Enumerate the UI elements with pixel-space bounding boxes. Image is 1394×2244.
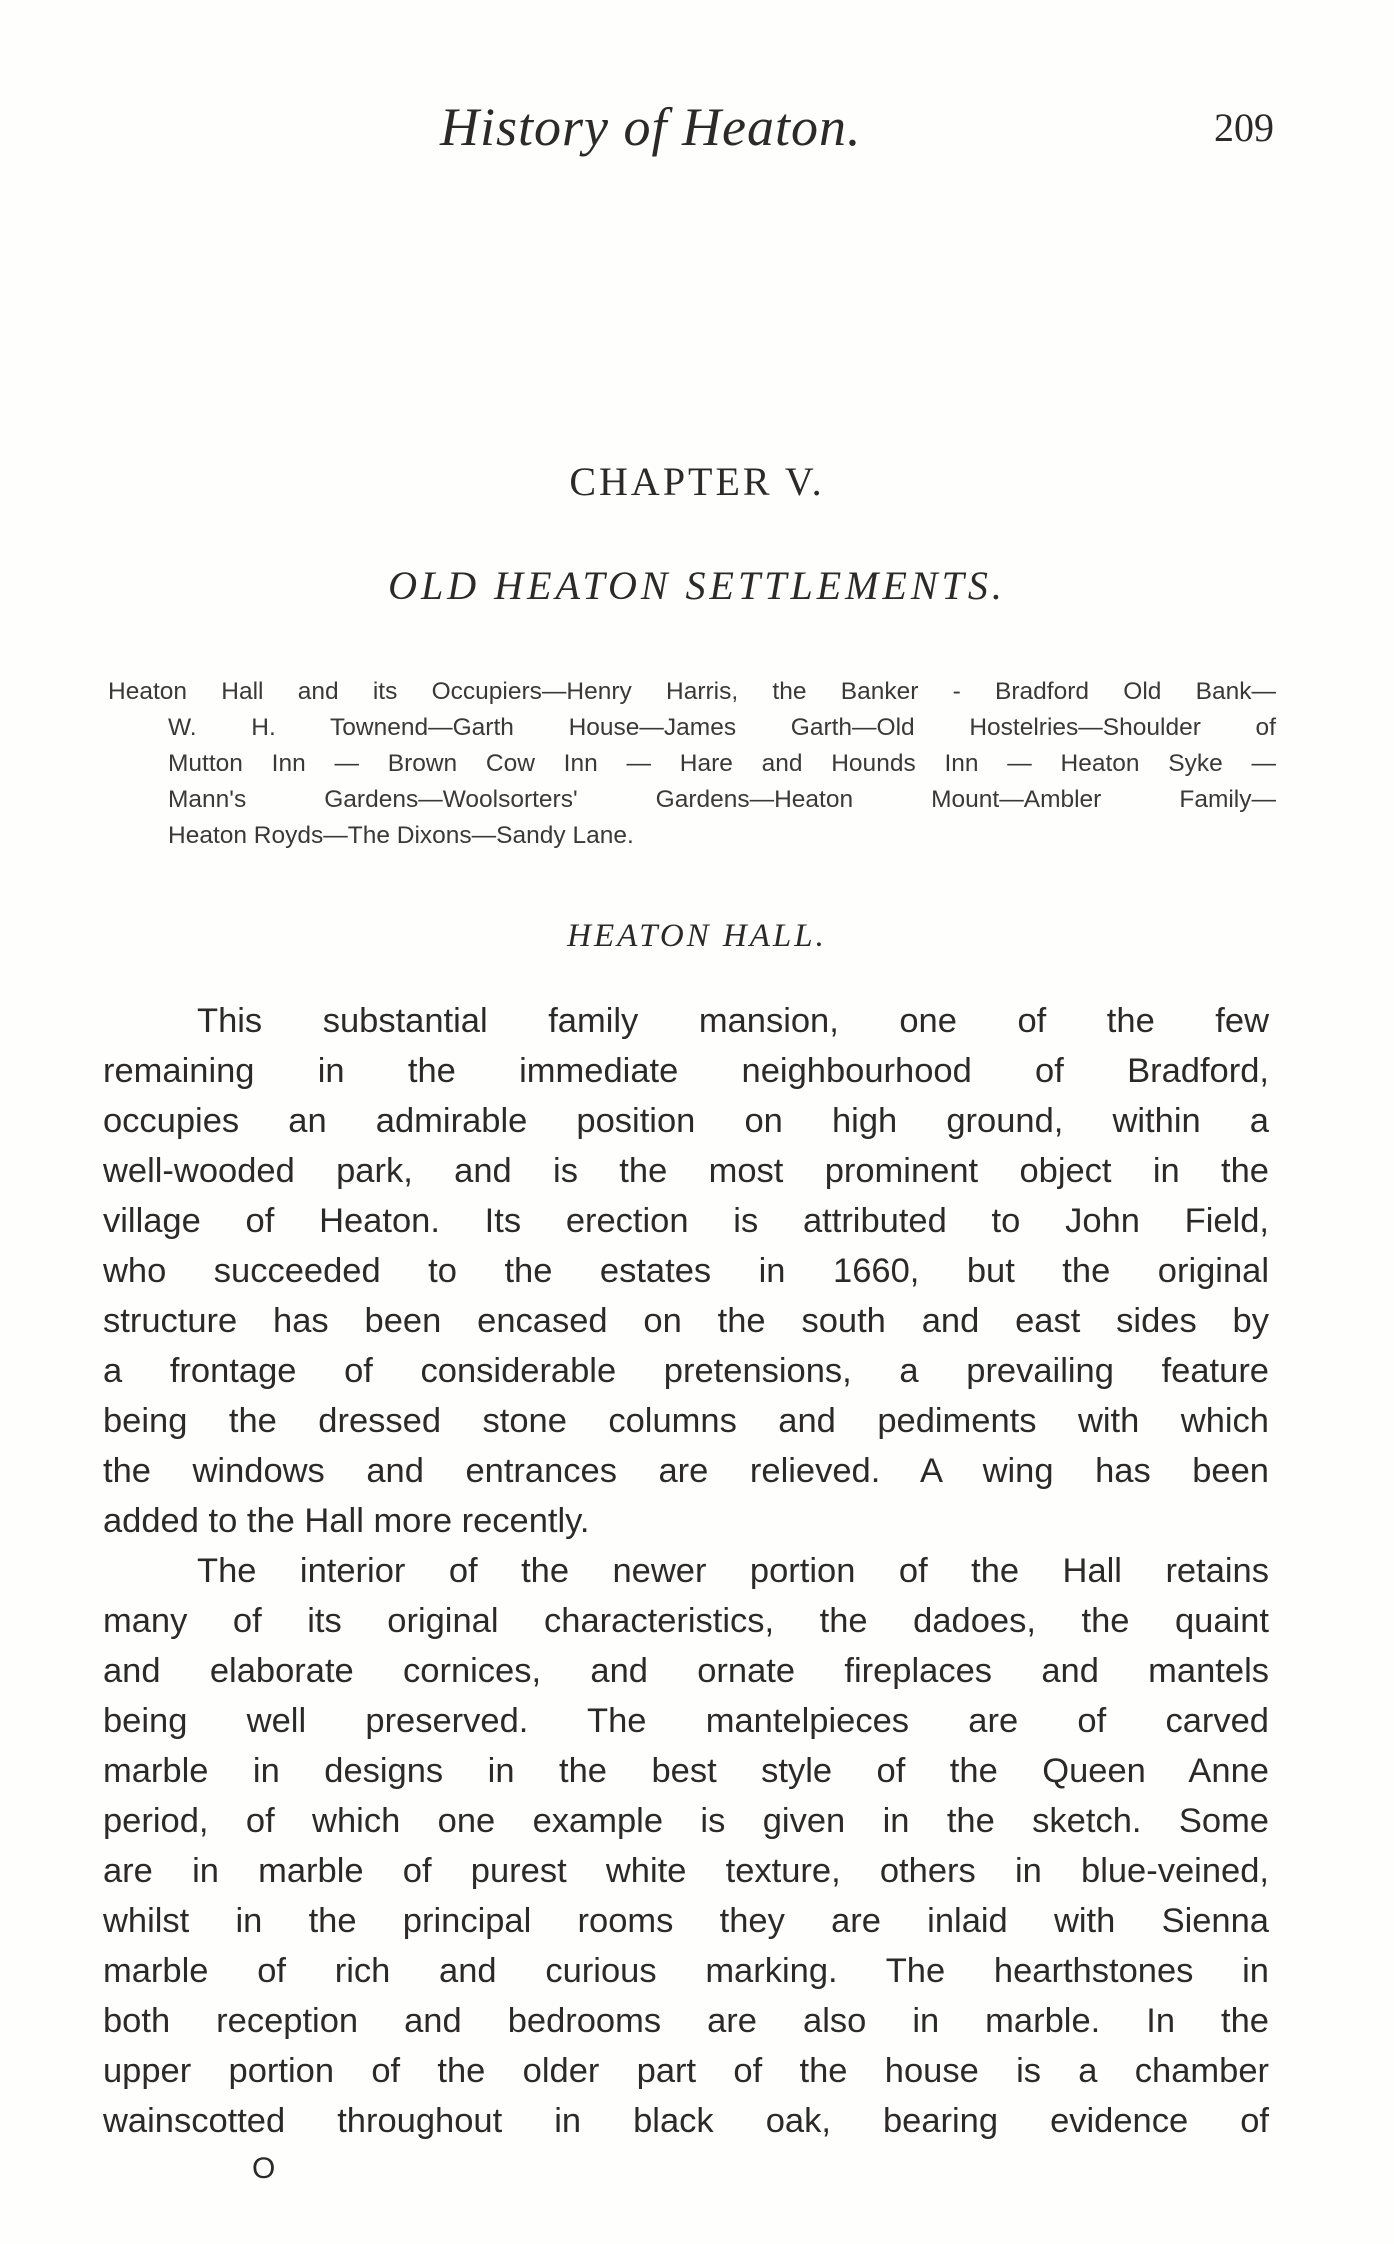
page-number: 209 — [1214, 105, 1274, 150]
body-line: village of Heaton. Its erection is attributed to John Field, — [103, 1202, 1269, 1240]
synopsis-line: Heaton Hall and its Occupiers—Henry Harris, the Banker - Bradford Old Bank— — [108, 678, 1276, 705]
body-line: being well preserved. The mantelpieces are of carved — [103, 1702, 1269, 1740]
synopsis-line: Mutton Inn — Brown Cow Inn — Hare and Hounds Inn — Heaton Syke — — [168, 750, 1276, 777]
body-text — [103, 996, 1269, 2146]
body-line: marble in designs in the best style of the Queen Anne — [103, 1752, 1269, 1790]
body-line: marble of rich and curious marking. The hearthstones in — [103, 1952, 1269, 1990]
body-line: whilst in the principal rooms they are inlaid with Sienna — [103, 1902, 1269, 1940]
synopsis-line: Heaton Royds—The Dixons—Sandy Lane. — [168, 822, 634, 849]
body-line: are in marble of purest white texture, others in blue-veined, — [103, 1852, 1269, 1890]
body-line: This substantial family mansion, one of the few — [197, 1002, 1269, 1040]
running-head — [0, 96, 1394, 166]
running-title: History of Heaton. — [440, 97, 862, 157]
section-heading: HEATON HALL. — [567, 918, 827, 954]
body-line: both reception and bedrooms are also in marble. In the — [103, 2002, 1269, 2040]
body-line: the windows and entrances are relieved. A wing has been — [103, 1452, 1269, 1490]
signature-mark: O — [252, 2152, 276, 2185]
body-line: many of its original characteristics, the dadoes, the quaint — [103, 1602, 1269, 1640]
synopsis-line: Mann's Gardens—Woolsorters' Gardens—Heaton Mount—Ambler Family— — [168, 786, 1276, 813]
chapter-title: OLD HEATON SETTLEMENTS. — [388, 563, 1006, 608]
synopsis-line: W. H. Townend—Garth House—James Garth—Old Hostelries—Shoulder of — [168, 714, 1276, 741]
body-line: upper portion of the older part of the house is a chamber — [103, 2052, 1269, 2090]
body-line: wainscotted throughout in black oak, bearing evidence of — [103, 2102, 1269, 2140]
body-line: The interior of the newer portion of the Hall retains — [197, 1552, 1269, 1590]
body-line: well-wooded park, and is the most prominent object in the — [103, 1152, 1269, 1190]
body-line: who succeeded to the estates in 1660, but the original — [103, 1252, 1269, 1290]
body-line: being the dressed stone columns and pediments with which — [103, 1402, 1269, 1440]
chapter-number: CHAPTER V. — [569, 459, 825, 504]
body-line: a frontage of considerable pretensions, a prevailing feature — [103, 1352, 1269, 1390]
body-line: added to the Hall more recently. — [103, 1502, 590, 1540]
body-line: structure has been encased on the south and east sides by — [103, 1302, 1269, 1340]
body-line: remaining in the immediate neighbourhood of Bradford, — [103, 1052, 1269, 1090]
chapter-synopsis — [108, 674, 1276, 854]
body-line: and elaborate cornices, and ornate fireplaces and mantels — [103, 1652, 1269, 1690]
body-line: occupies an admirable position on high ground, within a — [103, 1102, 1269, 1140]
body-line: period, of which one example is given in the sketch. Some — [103, 1802, 1269, 1840]
